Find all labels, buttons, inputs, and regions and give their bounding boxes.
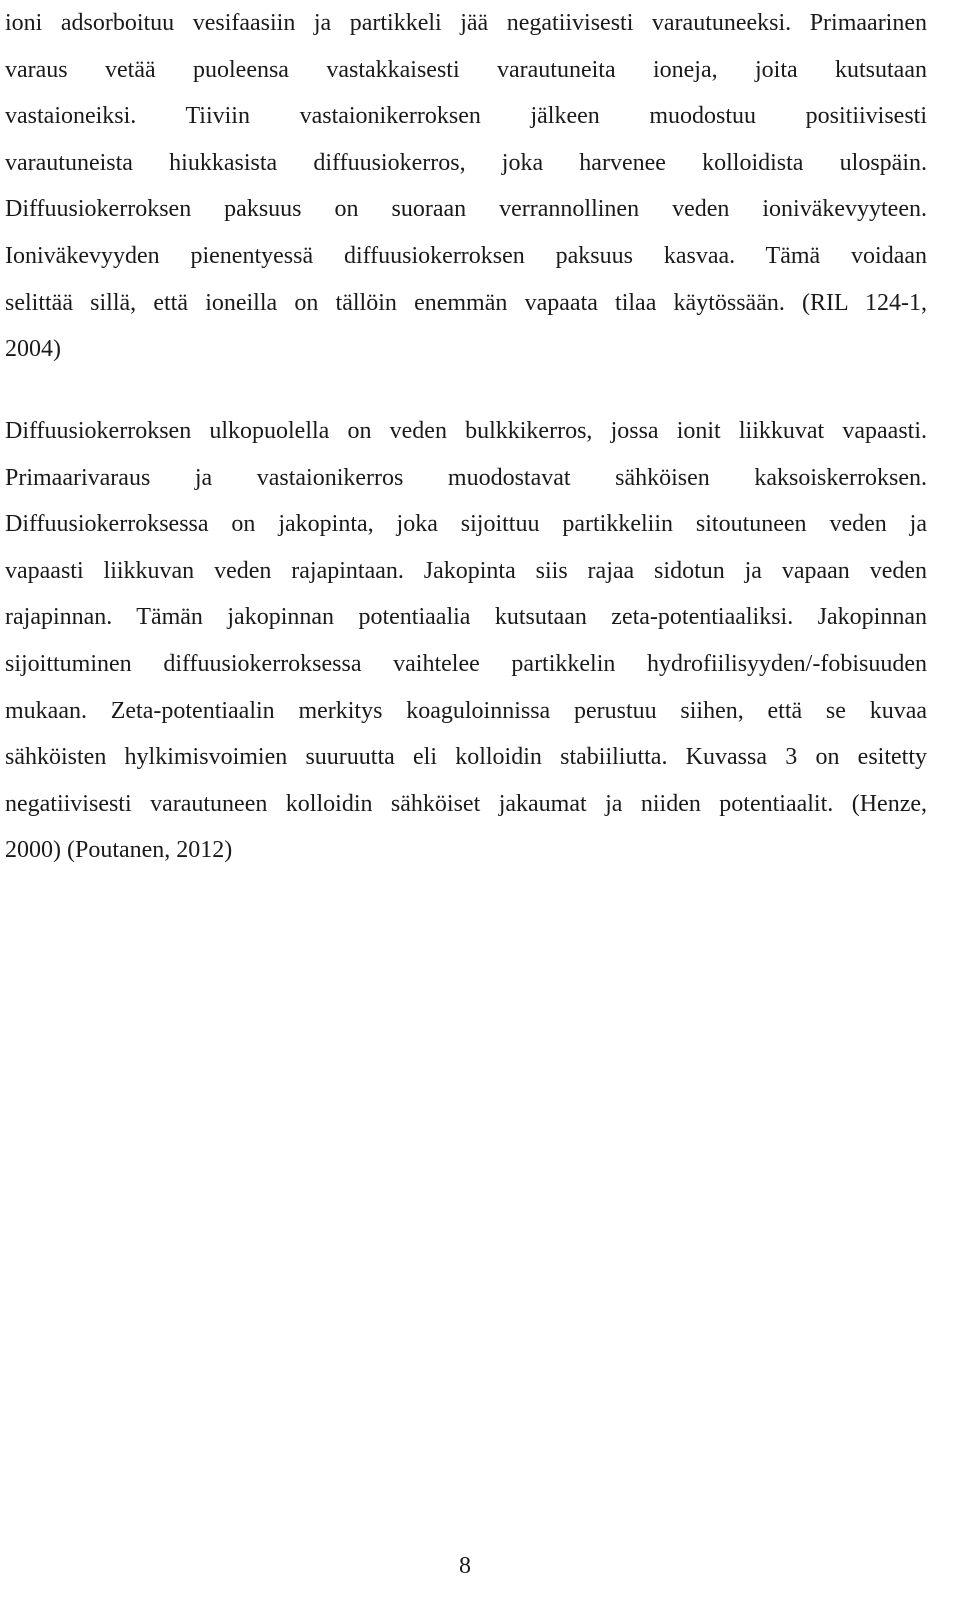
paragraph-line: 2000) (Poutanen, 2012): [5, 837, 233, 864]
paragraph-line: varautuneista hiukkasista diffuusiokerros, joka harvenee kolloidista ulospäin.: [5, 149, 927, 176]
paragraph-line: varaus vetää puoleensa vastakkaisesti varautuneita ioneja, joita kutsutaan: [5, 56, 927, 83]
paragraph-line: Diffuusiokerroksen paksuus on suoraan verrannollinen veden ioniväkevyyteen.: [5, 196, 927, 223]
paragraph-line: ioni adsorboituu vesifaasiin ja partikkeli jää negatiivisesti varautuneeksi. Primaarinen: [5, 10, 927, 36]
paragraph-line: selittää sillä, että ioneilla on tällöin enemmän vapaata tilaa käytössään. (RIL 124-1,: [5, 289, 927, 316]
paragraph-line: rajapinnan. Tämän jakopinnan potentiaalia kutsutaan zeta-potentiaaliksi. Jakopinnan: [5, 604, 927, 631]
paragraph-line: sijoittuminen diffuusiokerroksessa vaihtelee partikkelin hydrofiilisyyden/-fobisuuden: [5, 650, 927, 677]
paragraph-line: vapaasti liikkuvan veden rajapintaan. Jakopinta siis rajaa sidotun ja vapaan veden: [5, 557, 927, 584]
paragraph-line: sähköisten hylkimisvoimien suuruutta eli kolloidin stabiiliutta. Kuvassa 3 on esitetty: [5, 744, 927, 771]
paragraph-line: 2004): [5, 336, 61, 363]
paragraph-line: Ioniväkevyyden pienentyessä diffuusiokerroksen paksuus kasvaa. Tämä voidaan: [5, 242, 927, 269]
paragraph-line: negatiivisesti varautuneen kolloidin sähköiset jakaumat ja niiden potentiaalit. (Henze,: [5, 790, 927, 817]
paragraph-line: Diffuusiokerroksessa on jakopinta, joka sijoittuu partikkeliin sitoutuneen veden ja: [5, 511, 927, 538]
paragraph-line: vastaioneiksi. Tiiviin vastaionikerroksen jälkeen muodostuu positiivisesti: [5, 103, 927, 130]
paragraph-line: Primaarivaraus ja vastaionikerros muodostavat sähköisen kaksoiskerroksen.: [5, 464, 927, 491]
paragraph-line: Diffuusiokerroksen ulkopuolella on veden bulkkikerros, jossa ionit liikkuvat vapaasti.: [5, 418, 927, 444]
paragraph-1: [5, 0, 927, 373]
page-number: 8: [459, 1553, 471, 1579]
paragraph-line: mukaan. Zeta-potentiaalin merkitys koaguloinnissa perustuu siihen, että se kuvaa: [5, 697, 927, 724]
paragraph-2: [5, 408, 927, 874]
